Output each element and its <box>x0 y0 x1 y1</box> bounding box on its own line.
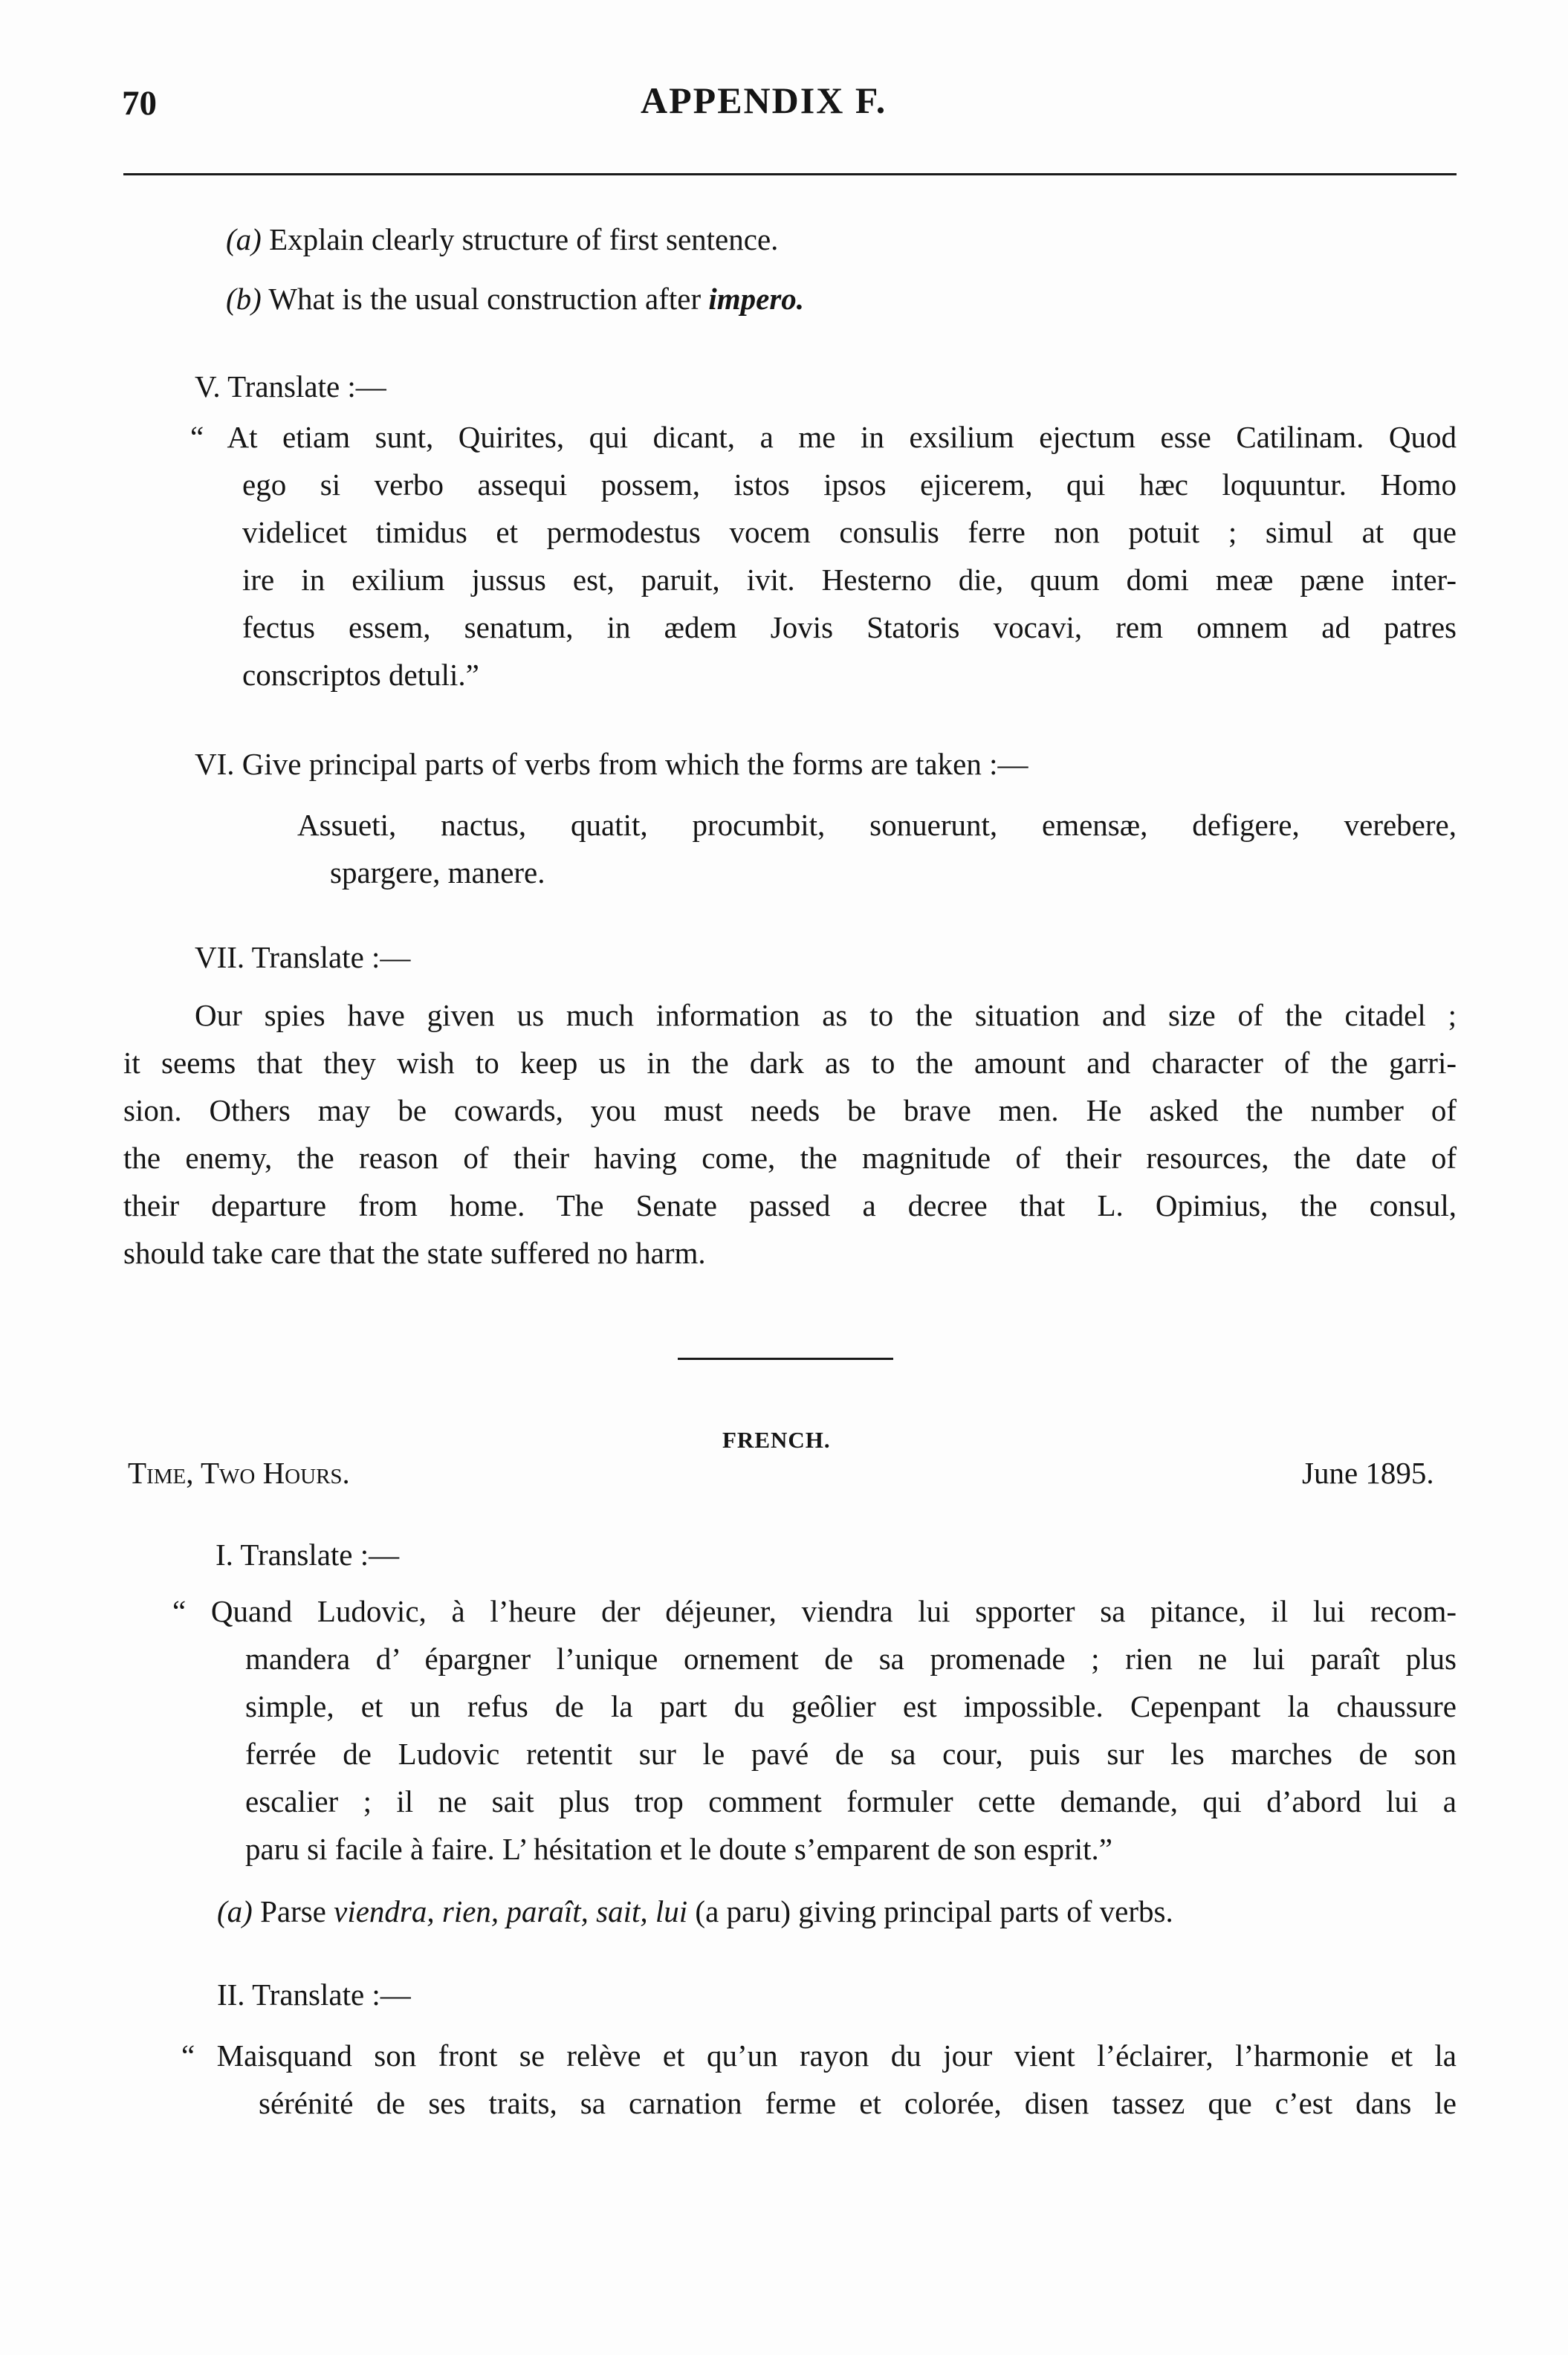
section-divider <box>678 1358 893 1360</box>
parse-question <box>217 1888 1173 1935</box>
section-v-line: fectus essem, senatum, in ædem Jovis Statoris vocavi, rem omnem ad patres <box>242 610 1457 644</box>
section-vi-line: spargere, manere. <box>330 855 545 890</box>
french-title: FRENCH. <box>722 1427 831 1453</box>
section-v-line: ego si verbo assequi possem, istos ipsos ejicerem, qui hæc loquuntur. Homo <box>242 467 1457 502</box>
french-i-line: “ Quand Ludovic, à l’heure der déjeuner, viendra lui spporter sa pitance, il lui recom- <box>172 1594 1457 1628</box>
running-head: APPENDIX F. <box>641 80 887 121</box>
french-i-line: paru si facile à faire. L’ hésitation et le doute s’emparent de son esprit.” <box>245 1832 1112 1866</box>
section-vii-line: sion. Others may be cowards, you must needs be brave men. He asked the number of <box>123 1093 1457 1127</box>
section-vii-line: Our spies have given us much information as to the situation and size of the citadel ; <box>195 998 1457 1032</box>
parse-pre: Parse <box>260 1894 326 1928</box>
section-v-heading: V. Translate :— <box>195 369 386 404</box>
section-v-line: videlicet timidus et permodestus vocem consulis ferre non potuit ; simul at que <box>242 515 1457 549</box>
section-v-line: “ At etiam sunt, Quirites, qui dicant, a me in exsilium ejectum esse Catilinam. Quod <box>190 420 1457 454</box>
question-a-text: Explain clearly structure of first sentence. <box>269 222 779 256</box>
page-number: 70 <box>122 84 157 123</box>
section-vii-line: it seems that they wish to keep us in the dark as to the amount and character of the garri- <box>123 1046 1457 1080</box>
question-b-text: What is the usual construction after <box>268 282 702 316</box>
exam-time: Time, Two Hours. <box>128 1456 350 1490</box>
parse-words: viendra, rien, paraît, sait, lui <box>334 1894 688 1928</box>
header-rule <box>123 173 1457 175</box>
parse-post: (a paru) giving principal parts of verbs. <box>695 1894 1173 1928</box>
question-a <box>226 216 778 263</box>
question-b-word: impero. <box>708 282 805 316</box>
french-i-heading: I. Translate :— <box>216 1538 400 1572</box>
section-vii-line: the enemy, the reason of their having come, the magnitude of their resources, the date of <box>123 1141 1457 1175</box>
section-vii-line: their departure from home. The Senate passed a decree that L. Opimius, the consul, <box>123 1188 1457 1222</box>
section-vi-heading: VI. Give principal parts of verbs from which the forms are taken :— <box>195 747 1028 781</box>
french-i-line: escalier ; il ne sait plus trop comment formuler cette demande, qui d’abord lui a <box>245 1784 1457 1818</box>
section-vi-line: Assueti, nactus, quatit, procumbit, sonuerunt, emensæ, defigere, verebere, <box>297 808 1457 842</box>
french-ii-line: sérénité de ses traits, sa carnation ferme et colorée, disen tassez que c’est dans le <box>259 2086 1457 2120</box>
question-b-label: (b) <box>226 282 262 316</box>
question-a-label: (a) <box>226 222 262 256</box>
exam-date: June 1895. <box>1302 1456 1434 1490</box>
french-i-line: simple, et un refus de la part du geôlier est impossible. Cepenpant la chaussure <box>245 1689 1457 1723</box>
french-ii-line: “ Maisquand son front se relève et qu’un rayon du jour vient l’éclairer, l’harmonie et la <box>181 2038 1457 2073</box>
french-ii-heading: II. Translate :— <box>217 1977 411 2012</box>
section-v-line: ire in exilium jussus est, paruit, ivit. Hesterno die, quum domi meæ pæne inter- <box>242 563 1457 597</box>
french-i-line: ferrée de Ludovic retentit sur le pavé de sa cour, puis sur les marches de son <box>245 1737 1457 1771</box>
question-b <box>226 275 804 323</box>
section-v-line: conscriptos detuli.” <box>242 658 479 692</box>
section-vii-heading: VII. Translate :— <box>195 940 411 974</box>
french-i-line: mandera d’ épargner l’unique ornement de sa promenade ; rien ne lui paraît plus <box>245 1642 1457 1676</box>
section-vii-line: should take care that the state suffered no harm. <box>123 1236 706 1270</box>
parse-label: (a) <box>217 1894 253 1928</box>
